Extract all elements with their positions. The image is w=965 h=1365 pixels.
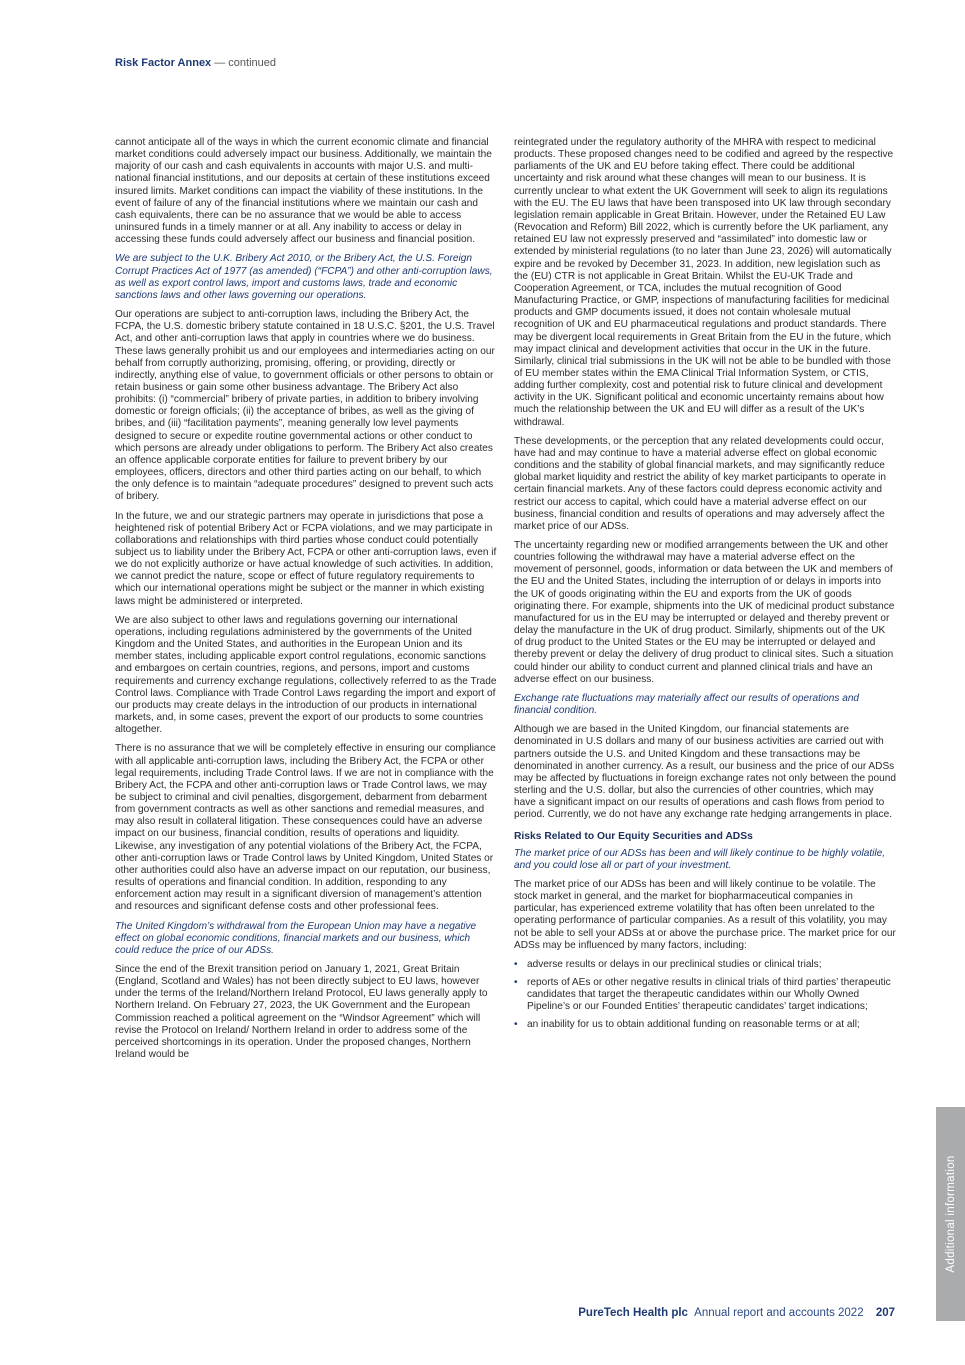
section-heading: Risks Related to Our Equity Securities and ADSs [514, 831, 753, 843]
paragraph: In the future, we and our strategic partners may operate in jurisdictions that pose a heightened risk of potential Bribery Act or FCPA violations, and we may participate in collaborations and relationships with third parties whose conduct could potentially subject us to liability under the Bribery Act, FCPA or other anti-corruption laws, even if we do not explicitly authorize or have actual knowledge of such activities. In addition, we cannot predict the nature, scope or effect of future regulatory requirements to which our international operations might be subject or the manner in which existing laws might be administered or interpreted. [115, 510, 497, 607]
subheading: The market price of our ADSs has been and will likely continue to be highly volatile, and you could lose all or part of your investment. [514, 847, 886, 871]
paragraph: The market price of our ADSs has been and will likely continue to be volatile. The stock market in general, and the market for biopharmaceutical companies in particular, has experienced extreme volatility that has often been unrelated to the operating performance of particular companies. As a result of this volatility, you may not be able to sell your ADSs at or above the purchase price. The market price for our ADSs may be influenced by many factors, including: [514, 878, 896, 951]
paragraph: Although we are based in the United Kingdom, our financial statements are denominated in U.S dollars and many of our business activities are carried out with partners outside the U.S. and United Kingdom and these transactions may be denominated in another currency. As a result, our business and the price of our ADSs may be affected by fluctuations in foreign exchange rates not only between the pound sterling and the U.S. dollar, but also the currencies of other countries, which may have a significant impact on our results of operations and cash flows from period to period. Currently, we do not have any exchange rate hedging arrangements in place. [514, 724, 896, 821]
list-item [514, 977, 896, 1013]
paragraph: Since the end of the Brexit transition period on January 1, 2021, Great Britain (England, Scotland and Wales) has not been directly subject to EU laws, however under the terms of the Ireland/Northern Ireland Protocol, EU laws generally apply to Northern Ireland. On February 27, 2023, the UK Government and the European Commission reached a political agreement on the “Windsor Agreement” which will revise the Protocol on Ireland/ Northern Ireland in order to address some of the perceived shortcomings in its operation. Under the proposed changes, Northern Ireland would be [115, 964, 488, 1061]
paragraph: We are also subject to other laws and regulations governing our international operations, including regulations administered by the governments of the United Kingdom and the United States, and authorities in the European Union and its member states, including applicable export control regulations, economic sanctions and embargoes on certain countries, regions, and persons, import and customs requirements and currency exchange regulations, collectively referred to as the Trade Control laws. Compliance with Trade Control Laws regarding the import and export of our products may create delays in the introduction of our products in international markets, and, in some cases, prevent the export of our products to some countries altogether. [115, 614, 497, 736]
subheading: We are subject to the U.K. Bribery Act 2010, or the Bribery Act, the U.S. Foreign Corrupt Practices Act of 1977 (as amended) (“FCPA”) and other anti-corruption laws, as well as export control laws, import and customs laws, trade and economic sanctions laws and other laws governing our operations. [115, 253, 493, 301]
bullet-icon: • [514, 958, 518, 970]
list-item-text: adverse results or delays in our preclinical studies or clinical trials; [527, 958, 822, 970]
paragraph: The uncertainty regarding new or modified arrangements between the UK and other countries following the withdrawal may have a material adverse effect on the movement of personnel, goods, information or data between the UK and members of the EU and the United States, including the interruption of or delays in imports into the UK of goods originating within the EU and exports from the UK of goods originating there. For example, shipments into the UK of medicinal product substance manufactured for us in the EU may be interrupted or delayed and thereby prevent or delay the manufacture in the UK of drug product. Similarly, shipments out of the UK of drug product to the United States or the EU may be interrupted or delayed and thereby prevent or delay the delivery of drug product to clinical sites. Such a situation could hinder our ability to conduct current and planned clinical trials and have an adverse effect on our business. [514, 540, 895, 685]
continued-label: — continued [211, 57, 277, 69]
running-header [115, 57, 276, 69]
paragraph: reintegrated under the regulatory authority of the MHRA with respect to medicinal products. These proposed changes need to be codified and agreed by the respective parliaments of the UK and EU before taking effect. There could be additional uncertainty and risk around what these changes will mean to our business. It is currently unclear to what extent the UK Government will seek to align its regulations with the EU. The EU laws that have been transposed into UK law through secondary legislation remain applicable in Great Britain. However, under the Retained EU Law (Revocation and Reform) Bill 2022, which is currently before the UK parliament, any retained EU law not expressly preserved and “assimilated” into domestic law or extended by ministerial regulations (to no later than June 23, 2026) will automatically expire and be revoked by December 31, 2023. In addition, new legislation such as the (EU) CTR is not applicable in Great Britain. Whilst the EU-UK Trade and Cooperation Agreement, or TCA, includes the mutual recognition of Good Manufacturing Practice, or GMP, inspections of manufacturing facilities for medicinal products and GMP documents issued, it does not contain wholesale mutual recognition of UK and EU pharmaceutical regulations and product standards. There may be divergent local requirements in Great Britain from the EU in the future, which may impact clinical and development activities that occur in the UK in the future. Similarly, clinical trial submissions in the UK will not be able to be bundled with those of EU member states within the EMA Clinical Trial Information System, or CTIS, adding further complexity, cost and potential risk to future clinical and development activity in the UK. Significant political and economic uncertainty remains about how much the relationship between the UK and EU will differ as a result of the UK’s withdrawal. [514, 137, 894, 428]
left-column [115, 137, 497, 1068]
section-side-tab[interactable] [936, 1107, 965, 1321]
subheading: The United Kingdom’s withdrawal from the European Union may have a negative effect on global economic conditions, financial markets and our business, which could reduce the price of our ADSs. [115, 920, 477, 956]
bullet-icon: • [514, 977, 518, 988]
right-column [514, 137, 896, 1038]
side-tab-label: Additional information [944, 1155, 957, 1273]
list-item [514, 959, 896, 971]
bullet-icon: • [514, 1019, 518, 1031]
list-item-text: reports of AEs or other negative results in clinical trials of third parties’ therapeutic candidates that target the therapeutic candidates within our Wholly Owned Pipeline’s or our Founded Entities’ therapeutic candidates’ target indications; [527, 977, 891, 1013]
paragraph: cannot anticipate all of the ways in which the current economic climate and financial market conditions could adversely impact our business. Additionally, we maintain the majority of our cash and cash equivalents in accounts with major U.S. and multi-national financial institutions, and our deposits at certain of these institutions exceed insured limits. Market conditions can impact the viability of these institutions. In the event of failure of any of the financial institutions where we maintain our cash and cash equivalents, there can be no assurance that we would be able to access uninsured funds in a timely manner or at all. Any inability to access or delay in accessing these funds could adversely affect our business and financial position. [115, 137, 492, 246]
paragraph: These developments, or the perception that any related developments could occur, have had and may continue to have a material adverse effect on global economic conditions and the stability of global financial markets, and may significantly reduce global market liquidity and restrict the ability of key market participants to operate in certain financial markets. Any of these factors could depress economic activity and restrict our access to capital, which could have a material adverse effect on our business, financial condition and results of operations and may adversely affect the market price of our ADSs. [514, 435, 886, 532]
page-footer [578, 1307, 895, 1319]
paragraph: There is no assurance that we will be completely effective in ensuring our compliance with all applicable anti-corruption laws, including the Bribery Act, the FCPA or other legal requirements, including Trade Control laws. If we are not in compliance with the Bribery Act, the FCPA and other anti-corruption laws or Trade Control laws, we may be subject to criminal and civil penalties, disgorgement, debarment from debarment from government contracts as well as other sanctions and remedial measures, and may also result in collateral litigation. These consequences could have an adverse impact on our business, financial condition, results of operations and liquidity. Likewise, any investigation of any potential violations of the Bribery Act, the FCPA, other anti-corruption laws or Trade Control laws by United Kingdom, United States or other authorities could also have an adverse impact on our reputation, our business, results of operations and financial condition. In addition, responding to any enforcement action may result in a significant diversion of management’s attention and resources and significant defense costs and other professional fees. [115, 743, 496, 913]
paragraph: Our operations are subject to anti-corruption laws, including the Bribery Act, the FCPA, the U.S. domestic bribery statute contained in 18 U.S.C. §201, the U.S. Travel Act, and other anti-corruption laws that apply in countries where we do business. These laws generally prohibit us and our employees and intermediaries acting on our behalf from corruptly authorizing, promising, offering, or providing, directly or indirectly, anything else of value, to government officials or other persons to obtain or retain business or gain some other business advantage. The Bribery Act also prohibits: (i) “commercial” bribery of private parties, in addition to bribery involving domestic or foreign officials; (ii) the acceptance of bribes, as well as the giving of bribes, and (iii) “facilitation payments”, meaning generally low level payments designed to secure or expedite routine governmental actions or other conduct to which persons are already under obligations to perform. The Bribery Act also creates an offence applicable corporate entities for failure to prevent bribery by our employees, officers, directors and other third parties acting on our behalf, to which the only defence is to maintain “adequate procedures” designed to prevent such acts of bribery. [115, 309, 495, 503]
subheading: Exchange rate fluctuations may materially affect our results of operations and financial condition. [514, 692, 860, 717]
list-item-text: an inability for us to obtain additional funding on reasonable terms or at all; [527, 1019, 860, 1031]
section-title: Risk Factor Annex [115, 57, 212, 69]
page-number: 207 [875, 1307, 895, 1319]
footer-brand: PureTech Health plc [578, 1307, 688, 1319]
list-item [514, 1019, 896, 1031]
footer-report-title: Annual report and accounts 2022 [694, 1307, 864, 1319]
factor-list [514, 959, 896, 1032]
